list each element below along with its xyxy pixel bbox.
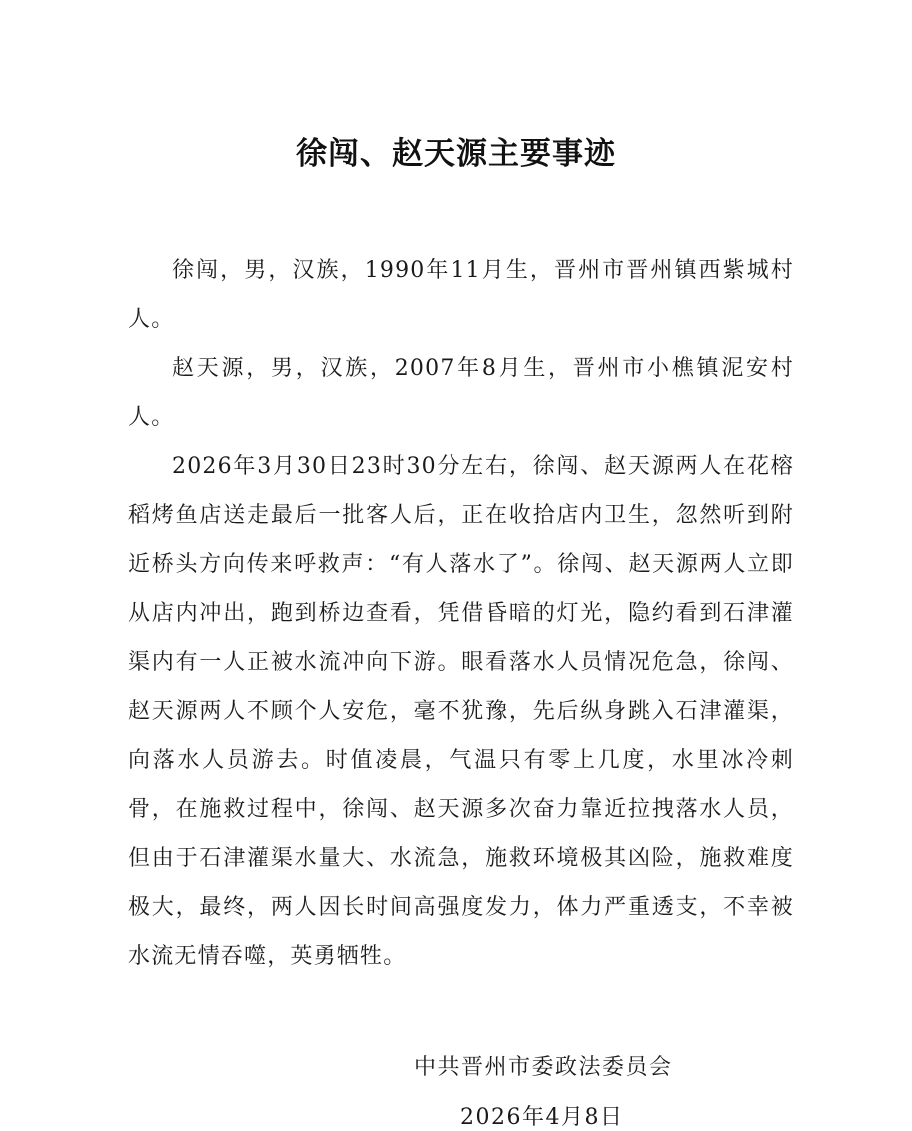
- paragraph-rescue-deeds: 2026年3月30日23时30分左右，徐闯、赵天源两人在花榕稻烤鱼店送走最后一批客人后，正在收拾店内卫生，忽然听到附近桥头方向传来呼救声：“有人落水了”。徐闯、赵天源两人立即从店内冲出，跑到桥边查看，凭借昏暗的灯光，隐约看到石津灌渠内有一人正被水流冲向下游。眼看落水人员情况危急，徐闯、赵天源两人不顾个人安危，毫不犹豫，先后纵身跳入石津灌渠，向落水人员游去。时值凌晨，气温只有零上几度，水里冰冷刺骨，在施救过程中，徐闯、赵天源多次奋力靠近拉拽落水人员，但由于石津灌渠水量大、水流急，施救环境极其凶险，施救难度极大，最终，两人因长时间高强度发力，体力严重透支，不幸被水流无情吞噬，英勇牺牲。: [128, 454, 794, 969]
- paragraph-zhao-tianyuan-profile: 赵天源，男，汉族，2007年8月生，晋州市小樵镇泥安村人。: [128, 356, 794, 430]
- signature-date: 2026年4月8日: [460, 1105, 624, 1130]
- document-title: 徐闯、赵天源主要事迹: [296, 136, 616, 172]
- paragraph-xu-chuang-profile: 徐闯，男，汉族，1990年11月生，晋州市晋州镇西紫城村人。: [128, 258, 794, 332]
- document-body: [128, 246, 794, 981]
- signature-organization: 中共晋州市委政法委员会: [414, 1055, 673, 1080]
